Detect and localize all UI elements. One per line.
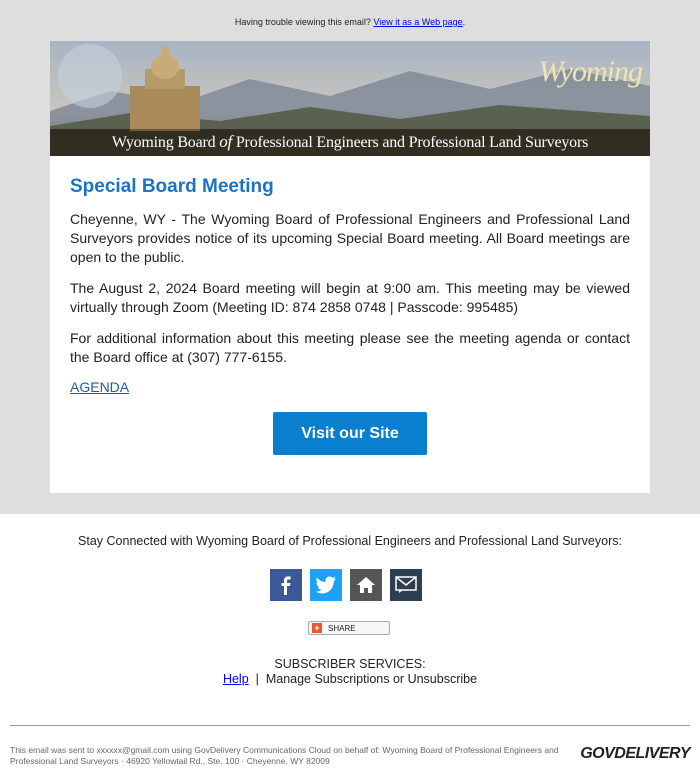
govdelivery-logo: GOVDELIVERY — [580, 745, 690, 762]
facebook-icon[interactable] — [270, 569, 302, 601]
email-icon[interactable] — [390, 569, 422, 601]
banner-title: Wyoming Board of Professional Engineers and Professional Land Surveyors — [111, 132, 589, 151]
help-link[interactable]: Help — [222, 672, 249, 686]
page-title: Special Board Meeting — [70, 176, 274, 197]
message-body — [70, 176, 630, 397]
footer-disclaimer: This email was sent to xxxxxx@gmail.com using GovDelivery Communications Cloud on behalf of: Wyoming Board of Professional Engineers and Professional Land Surveyors · 46920 Yellowtail Rd., Ste. 100 · Cheyenne, WY 82009 — [10, 745, 559, 766]
agenda-link[interactable]: AGENDA — [70, 379, 130, 395]
home-icon[interactable] — [350, 569, 382, 601]
twitter-icon[interactable] — [310, 569, 342, 601]
paragraph-contact: For additional information about this meeting please see the meeting agenda or contact the Board office at (307) 777-6155. — [70, 330, 630, 365]
social-icons — [270, 569, 422, 601]
web-page-link[interactable]: View it as a Web page — [373, 17, 463, 27]
header-banner — [50, 41, 650, 156]
paragraph-meeting-details: The August 2, 2024 Board meeting will begin at 9:00 am. This meeting may be viewed virtually through Zoom (Meeting ID: 874 2858 0748 | Passcode: 995485) — [70, 280, 630, 315]
paragraph-intro: Cheyenne, WY - The Wyoming Board of Professional Engineers and Professional Land Surveyors provides notice of its upcoming Special Board meeting. All Board meetings are open to the public. — [70, 211, 630, 265]
trouble-viewing-bar: Having trouble viewing this email? View it as a Web page. — [234, 17, 466, 27]
manage-subscriptions-text: Manage Subscriptions or Unsubscribe — [265, 672, 478, 686]
stay-connected-text: Stay Connected with Wyoming Board of Professional Engineers and Professional Land Surveyors: — [78, 534, 622, 548]
share-button[interactable]: + SHARE — [308, 621, 390, 635]
email-card — [50, 41, 650, 493]
state-seal-icon — [58, 44, 122, 108]
subscriber-links: Help | Manage Subscriptions or Unsubscribe — [222, 672, 478, 686]
plus-icon: + — [312, 623, 322, 633]
wyoming-logo: Wyoming — [538, 55, 642, 88]
subscriber-services-title: SUBSCRIBER SERVICES: — [274, 657, 426, 671]
divider — [10, 725, 690, 726]
visit-site-button[interactable]: Visit our Site — [273, 412, 427, 455]
